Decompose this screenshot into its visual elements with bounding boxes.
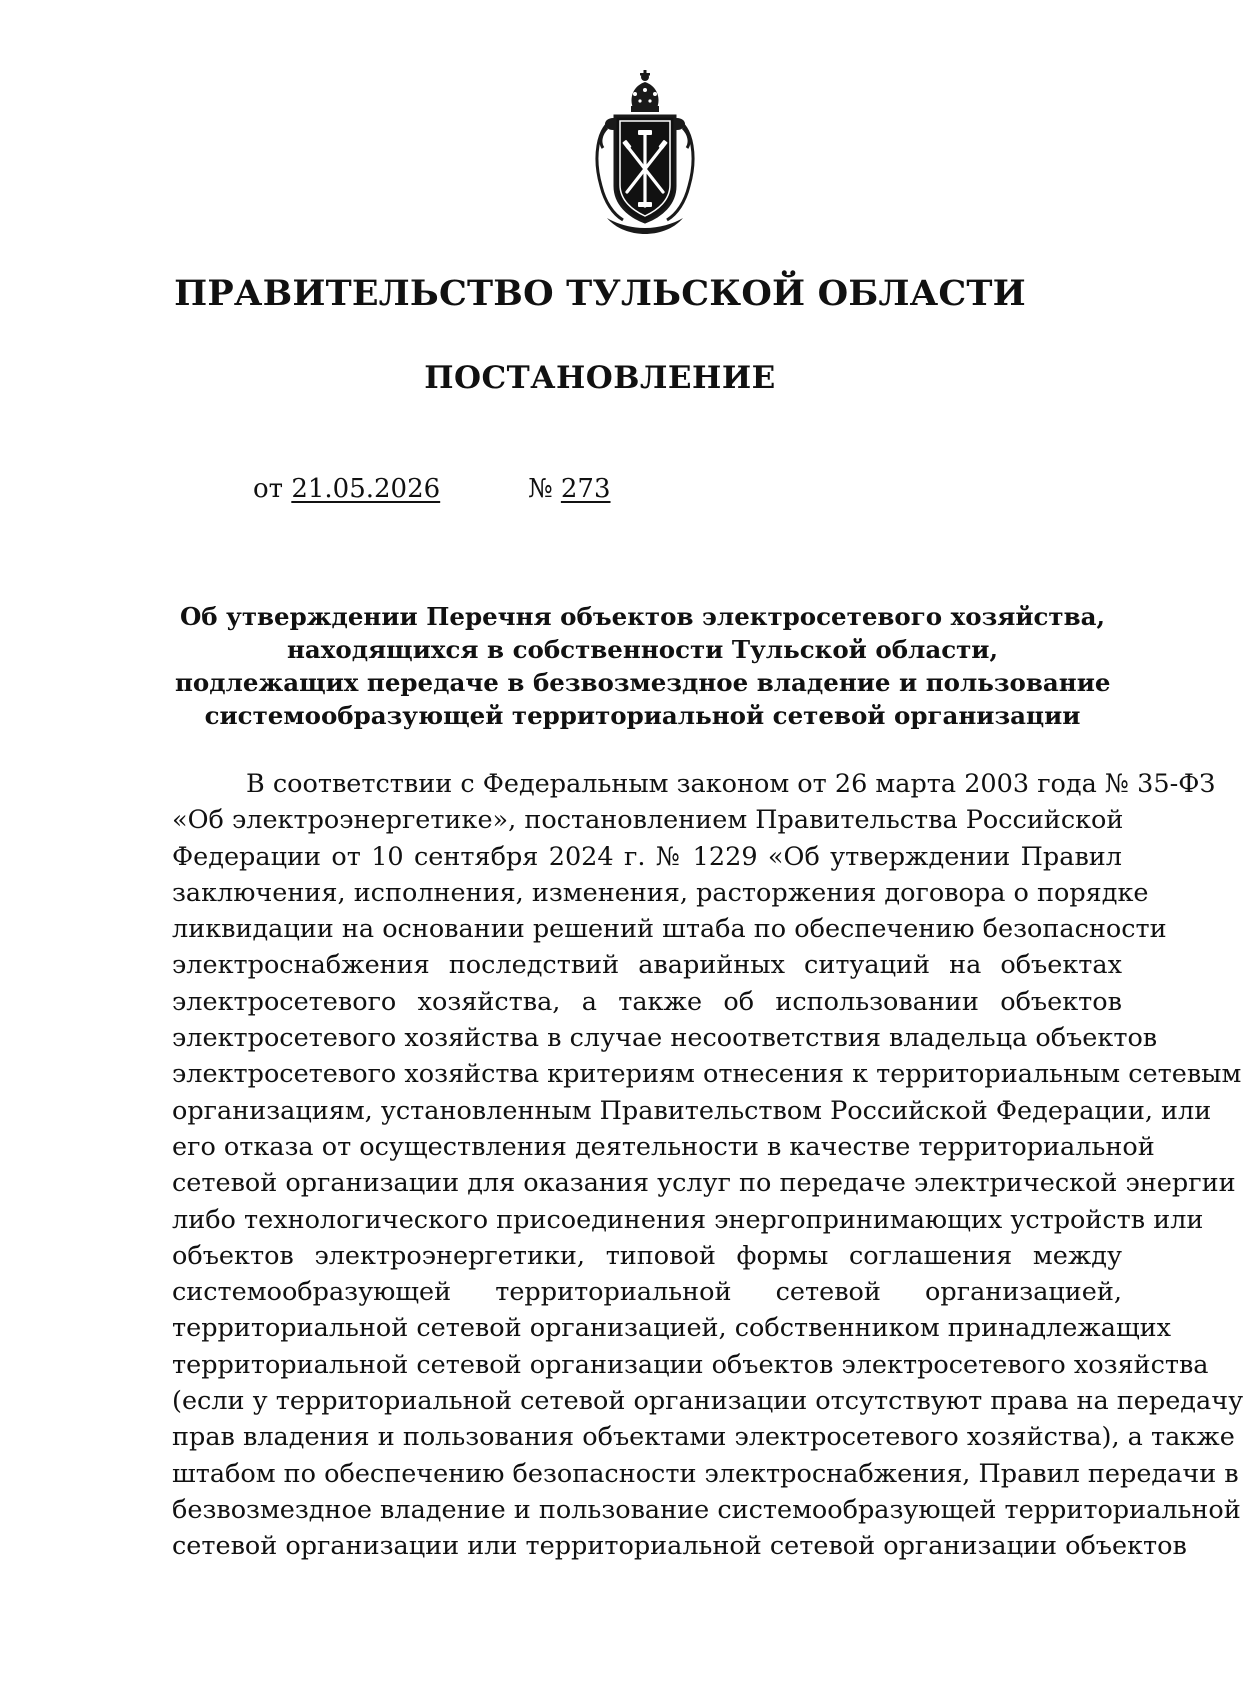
- body-line: системообразующей территориальной сетевой организацией,: [172, 1277, 1122, 1308]
- body-line: территориальной сетевой организации объектов электросетевого хозяйства: [172, 1349, 1209, 1380]
- body-line: заключения, исполнения, изменения, расторжения договора о порядке: [172, 877, 1149, 908]
- body-line: Федерации от 10 сентября 2024 г. № 1229 «Об утверждении Правил: [172, 841, 1122, 872]
- body-line: организациям, установленным Правительством Российской Федерации, или: [172, 1095, 1212, 1126]
- organization-title: ПРАВИТЕЛЬСТВО ТУЛЬСКОЙ ОБЛАСТИ: [174, 273, 1026, 314]
- body-line: прав владения и пользования объектами электросетевого хозяйства), а также: [172, 1422, 1235, 1453]
- body-line: либо технологического присоединения энергопринимающих устройств или: [172, 1204, 1204, 1235]
- body-line: электросетевого хозяйства критериям отнесения к территориальным сетевым: [172, 1059, 1242, 1090]
- body-line: безвозмездное владение и пользование системообразующей территориальной: [172, 1494, 1241, 1525]
- date-prefix: от: [253, 474, 284, 504]
- body-line: В соответствии с Федеральным законом от 26 марта 2003 года № 35-ФЗ: [246, 769, 1216, 799]
- body-line: (если у территориальной сетевой организации отсутствуют права на передачу: [172, 1386, 1243, 1417]
- number-value: 273: [560, 474, 611, 504]
- body-line: объектов электроэнергетики, типовой формы соглашения между: [172, 1240, 1122, 1271]
- document-subject: [175, 600, 1110, 732]
- body-paragraph: [172, 766, 1243, 1565]
- body-line: сетевой организации или территориальной сетевой организации объектов: [172, 1531, 1187, 1562]
- date-value: 21.05.2026: [291, 474, 441, 504]
- body-line: территориальной сетевой организацией, собственником принадлежащих: [172, 1313, 1172, 1344]
- document-date: [253, 472, 440, 506]
- body-line: электроснабжения последствий аварийных ситуаций на объектах: [172, 950, 1122, 981]
- subject-line: системообразующей территориальной сетевой организации: [204, 701, 1081, 730]
- body-line: его отказа от осуществления деятельности в качестве территориальной: [172, 1131, 1155, 1162]
- subject-line: Об утверждении Перечня объектов электросетевого хозяйства,: [179, 602, 1106, 631]
- document-type-heading: ПОСТАНОВЛЕНИЕ: [424, 360, 776, 396]
- body-line: ликвидации на основании решений штаба по обеспечению безопасности: [172, 914, 1167, 945]
- body-line: электросетевого хозяйства, а также об использовании объектов: [172, 986, 1122, 1017]
- body-line: электросетевого хозяйства в случае несоответствия владельца объектов: [172, 1023, 1158, 1054]
- subject-line: подлежащих передаче в безвозмездное владение и пользование: [175, 668, 1111, 697]
- document-number: [528, 472, 611, 506]
- body-line: штабом по обеспечению безопасности электроснабжения, Правил передачи в: [172, 1458, 1239, 1489]
- body-line: «Об электроэнергетике», постановлением Правительства Российской: [172, 805, 1124, 836]
- subject-line: находящихся в собственности Тульской области,: [287, 635, 998, 664]
- number-prefix: №: [528, 474, 553, 504]
- body-line: сетевой организации для оказания услуг по передаче электрической энергии: [172, 1168, 1236, 1199]
- coat-of-arms-icon: [583, 68, 707, 236]
